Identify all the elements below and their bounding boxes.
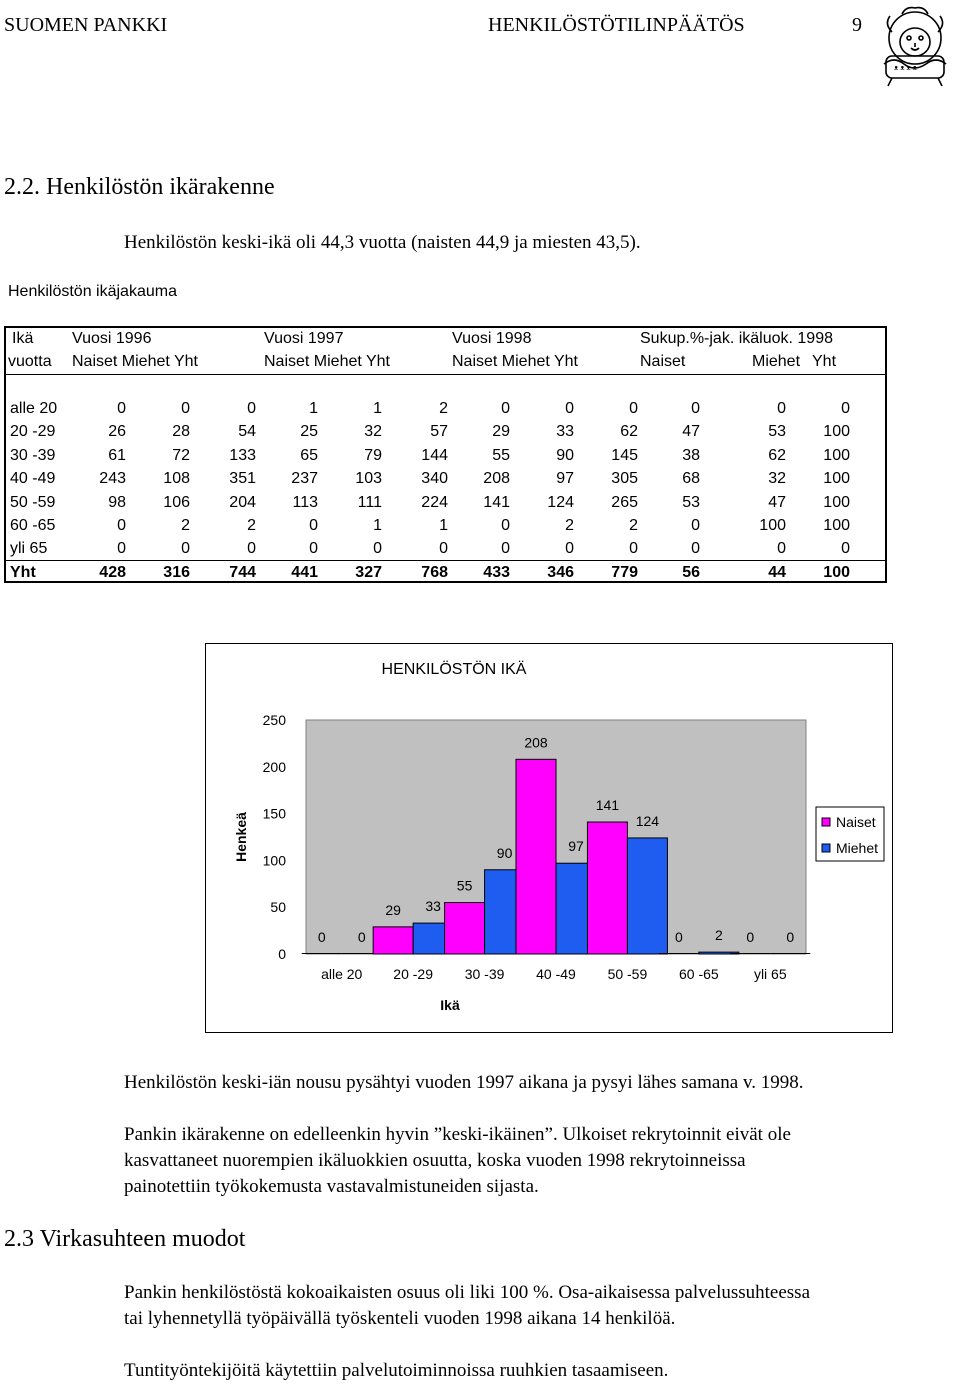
section-title-employment: 2.3 Virkasuhteen muodot xyxy=(4,1226,246,1252)
table-cell: 0 xyxy=(501,517,510,534)
table-cell: 29 xyxy=(492,423,510,441)
table-cell: 57 xyxy=(430,423,448,441)
table-cell: 145 xyxy=(611,446,638,464)
x-tick-label: 30 -39 xyxy=(464,966,505,982)
table-cell: 56 xyxy=(682,564,700,581)
data-label: 97 xyxy=(568,838,584,855)
age-chart xyxy=(205,643,893,1033)
y-tick-label: 150 xyxy=(262,805,286,822)
table-cell: 26 xyxy=(108,423,126,441)
x-tick-label: 40 -49 xyxy=(536,966,576,982)
table-row-label: alle 20 xyxy=(10,400,58,417)
table-cell: 141 xyxy=(483,493,510,511)
table-cell: 62 xyxy=(768,446,786,464)
table-cell: 28 xyxy=(172,423,190,441)
data-label: 208 xyxy=(524,734,548,751)
x-tick-label: alle 20 xyxy=(321,966,363,982)
data-label: 2 xyxy=(714,927,723,944)
table-cell: 100 xyxy=(823,517,850,534)
table-row-label: 50 -59 xyxy=(10,493,56,511)
table-cell: 0 xyxy=(439,540,448,558)
table-cell: 0 xyxy=(691,540,700,558)
table-cell: 2 xyxy=(629,517,638,534)
table-cell: 98 xyxy=(108,493,126,511)
table-cell: 33 xyxy=(556,423,574,441)
data-label: 90 xyxy=(496,844,513,861)
col-subheader-years: vuotta xyxy=(8,353,52,370)
y-axis-label: Henkeä xyxy=(233,812,249,862)
table-row-label: 40 -49 xyxy=(10,470,56,488)
table-cell: 54 xyxy=(238,423,256,441)
table-cell: 0 xyxy=(373,540,382,558)
table-cell: 111 xyxy=(357,493,382,511)
table-cell: 133 xyxy=(229,446,256,464)
table-cell: 204 xyxy=(229,493,256,511)
table-cell: 768 xyxy=(421,564,448,581)
table-cell: 224 xyxy=(421,493,448,511)
table-cell: 0 xyxy=(247,540,256,558)
y-tick-label: 200 xyxy=(262,758,286,775)
table-cell: 0 xyxy=(691,400,700,417)
intro-text: Henkilöstön keski-ikä oli 44,3 vuotta (naisten 44,9 ja miesten 43,5). xyxy=(124,232,641,253)
col-subheader-naiset: Naiset xyxy=(640,353,686,370)
table-cell: 113 xyxy=(292,493,318,511)
table-cell: 0 xyxy=(501,400,510,417)
table-cell: 103 xyxy=(355,470,382,488)
table-cell: 744 xyxy=(229,564,256,581)
table-cell: 0 xyxy=(117,517,126,534)
table-cell: 428 xyxy=(99,564,126,581)
bar-naiset xyxy=(373,927,413,954)
col-subheader-miehet: Miehet xyxy=(752,353,801,370)
table-cell: 47 xyxy=(768,493,786,511)
table-cell: 0 xyxy=(629,400,638,417)
col-subheader-yht: Yht xyxy=(812,353,837,370)
table-cell: 100 xyxy=(823,446,850,464)
x-tick-label: 50 -59 xyxy=(607,966,648,982)
table-cell: 0 xyxy=(117,400,126,417)
table-cell: 53 xyxy=(768,423,786,441)
table-cell: 2 xyxy=(439,400,448,417)
table-cell: 1 xyxy=(373,517,382,534)
col-subheader-1998: Naiset Miehet Yht xyxy=(452,353,578,370)
table-row-label: 30 -39 xyxy=(10,446,56,464)
table-cell: 44 xyxy=(768,564,786,581)
data-label: 29 xyxy=(385,901,401,918)
table-cell: 90 xyxy=(556,446,574,464)
table-cell: 0 xyxy=(691,517,700,534)
table-cell: 346 xyxy=(547,564,574,581)
table-cell: 100 xyxy=(823,493,850,511)
paragraph-hourly-workers: Tuntityöntekijöitä käytettiin palvelutoiminnoissa ruuhkien tasaamiseen. xyxy=(124,1360,669,1381)
table-cell: 38 xyxy=(682,446,700,464)
header-org-name: SUOMEN PANKKI xyxy=(4,14,168,36)
col-subheader-1997: Naiset Miehet Yht xyxy=(264,353,390,370)
table-cell: 72 xyxy=(172,446,190,464)
table-cell: 243 xyxy=(99,470,126,488)
data-label: 0 xyxy=(674,929,683,945)
table-cell: 144 xyxy=(421,446,448,464)
table-cell: 327 xyxy=(355,564,382,581)
data-label: 141 xyxy=(595,797,620,814)
table-row-label: 20 -29 xyxy=(10,423,56,441)
x-tick-label: 60 -65 xyxy=(679,966,719,982)
table-cell: 0 xyxy=(565,540,574,558)
page-number: 9 xyxy=(852,14,862,36)
data-label: 33 xyxy=(425,898,441,915)
table-title: Henkilöstön ikäjakauma xyxy=(8,283,177,300)
section-title: 2.2. Henkilöstön ikärakenne xyxy=(4,174,275,200)
table-row-label: 60 -65 xyxy=(10,517,56,534)
col-subheader-1996: Naiset Miehet Yht xyxy=(72,353,198,370)
x-tick-label: yli 65 xyxy=(753,966,787,982)
table-cell: 0 xyxy=(247,400,256,417)
table-cell: 0 xyxy=(309,540,318,558)
table-row-label: yli 65 xyxy=(10,540,48,558)
age-distribution-table xyxy=(4,326,887,583)
table-cell: 0 xyxy=(565,400,574,417)
table-cell: 47 xyxy=(682,423,700,441)
table-cell: 1 xyxy=(439,517,448,534)
col-header-1996: Vuosi 1996 xyxy=(72,330,152,347)
y-tick-label: 250 xyxy=(262,712,286,728)
table-cell: 25 xyxy=(300,423,318,441)
table-cell: 100 xyxy=(823,423,850,441)
age-chart-svg xyxy=(206,644,892,1032)
col-header-1998: Vuosi 1998 xyxy=(452,330,532,347)
header-document-title: HENKILÖSTÖTILINPÄÄTÖS xyxy=(488,14,745,36)
bar-naiset xyxy=(516,759,556,954)
bar-naiset xyxy=(445,903,485,954)
col-header-1997: Vuosi 1997 xyxy=(264,330,344,347)
table-cell: 0 xyxy=(777,400,786,417)
table-header-divider xyxy=(6,374,885,375)
table-cell: 316 xyxy=(163,564,190,581)
table-cell: 779 xyxy=(611,564,638,581)
paragraph-age-structure-line2: kasvattaneet nuorempien ikäluokkien osuutta, koska vuoden 1998 rekrytoinneissa xyxy=(124,1150,746,1171)
y-tick-label: 0 xyxy=(278,946,286,962)
bar-miehet xyxy=(627,838,667,954)
table-cell: 62 xyxy=(620,423,638,441)
data-label: 0 xyxy=(357,929,366,945)
table-cell: 106 xyxy=(163,493,190,511)
chart-title: HENKILÖSTÖN IKÄ xyxy=(381,661,527,678)
svg-text:ᴥ ᴥ ᴥ ᴥ: ᴥ ᴥ ᴥ ᴥ xyxy=(894,65,917,72)
table-cell: 100 xyxy=(759,517,786,534)
paragraph-age-structure-line1: Pankin ikärakenne on edelleenkin hyvin ”keski-ikäinen”. Ulkoiset rekrytoinnit eivät ole xyxy=(124,1124,791,1145)
table-cell: 124 xyxy=(547,493,574,511)
table-row-label: Yht xyxy=(10,564,36,581)
legend-label-naiset: Naiset xyxy=(836,814,876,830)
table-cell: 65 xyxy=(300,446,318,464)
table-cell: 55 xyxy=(492,446,510,464)
table-cell: 0 xyxy=(117,540,126,558)
col-header-age: Ikä xyxy=(12,330,34,347)
data-label: 0 xyxy=(317,929,326,945)
col-header-gender-pct: Sukup.%-jak. ikäluok. 1998 xyxy=(640,330,833,347)
x-tick-label: 20 -29 xyxy=(393,966,433,982)
table-cell: 100 xyxy=(823,564,850,581)
table-cell: 0 xyxy=(309,517,318,534)
table-total-divider xyxy=(6,560,885,561)
paragraph-age-structure-line3: painotettiin työkokemusta vastavalmistuneiden sijasta. xyxy=(124,1176,539,1197)
table-cell: 0 xyxy=(841,540,850,558)
table-cell: 0 xyxy=(629,540,638,558)
table-cell: 0 xyxy=(501,540,510,558)
data-label: 124 xyxy=(635,812,660,829)
legend-label-miehet: Miehet xyxy=(836,840,879,856)
table-cell: 2 xyxy=(247,517,256,534)
paragraph-fulltime-line1: Pankin henkilöstöstä kokoaikaisten osuus oli liki 100 %. Osa-aikaisessa palvelussuhteessa xyxy=(124,1282,811,1303)
y-tick-label: 50 xyxy=(270,899,286,916)
table-cell: 2 xyxy=(181,517,190,534)
table-cell: 237 xyxy=(291,470,318,488)
table-cell: 32 xyxy=(364,423,382,441)
data-label: 0 xyxy=(786,929,795,945)
table-cell: 305 xyxy=(611,470,638,488)
y-tick-label: 100 xyxy=(262,852,286,869)
bar-naiset xyxy=(587,822,627,954)
table-cell: 0 xyxy=(841,400,850,417)
data-label: 55 xyxy=(456,877,473,894)
legend-swatch-miehet xyxy=(822,844,830,852)
table-cell: 32 xyxy=(768,470,786,488)
paragraph-average-age: Henkilöstön keski-iän nousu pysähtyi vuoden 1997 aikana ja pysyi lähes samana v. 1998. xyxy=(124,1072,804,1093)
table-cell: 97 xyxy=(556,470,574,488)
table-cell: 351 xyxy=(229,470,256,488)
table-cell: 1 xyxy=(309,400,318,417)
x-axis-label: Ikä xyxy=(440,997,460,1013)
table-cell: 208 xyxy=(483,470,510,488)
table-cell: 68 xyxy=(682,470,700,488)
table-cell: 0 xyxy=(777,540,786,558)
table-cell: 61 xyxy=(108,446,126,464)
table-cell: 108 xyxy=(163,470,190,488)
table-cell: 340 xyxy=(421,470,448,488)
paragraph-fulltime-line2: tai lyhennetyllä työpäivällä työskenteli vuoden 1998 aikana 14 henkilöä. xyxy=(124,1308,676,1329)
table-cell: 79 xyxy=(364,446,382,464)
table-cell: 441 xyxy=(291,564,318,581)
data-label: 0 xyxy=(746,929,755,945)
table-cell: 53 xyxy=(682,493,700,511)
lion-emblem-icon xyxy=(872,2,958,93)
table-cell: 0 xyxy=(181,540,190,558)
table-cell: 0 xyxy=(181,400,190,417)
table-cell: 1 xyxy=(373,400,382,417)
table-cell: 265 xyxy=(611,493,638,511)
table-cell: 2 xyxy=(565,517,574,534)
legend-swatch-naiset xyxy=(822,818,830,826)
table-cell: 433 xyxy=(483,564,510,581)
table-cell: 100 xyxy=(823,470,850,488)
